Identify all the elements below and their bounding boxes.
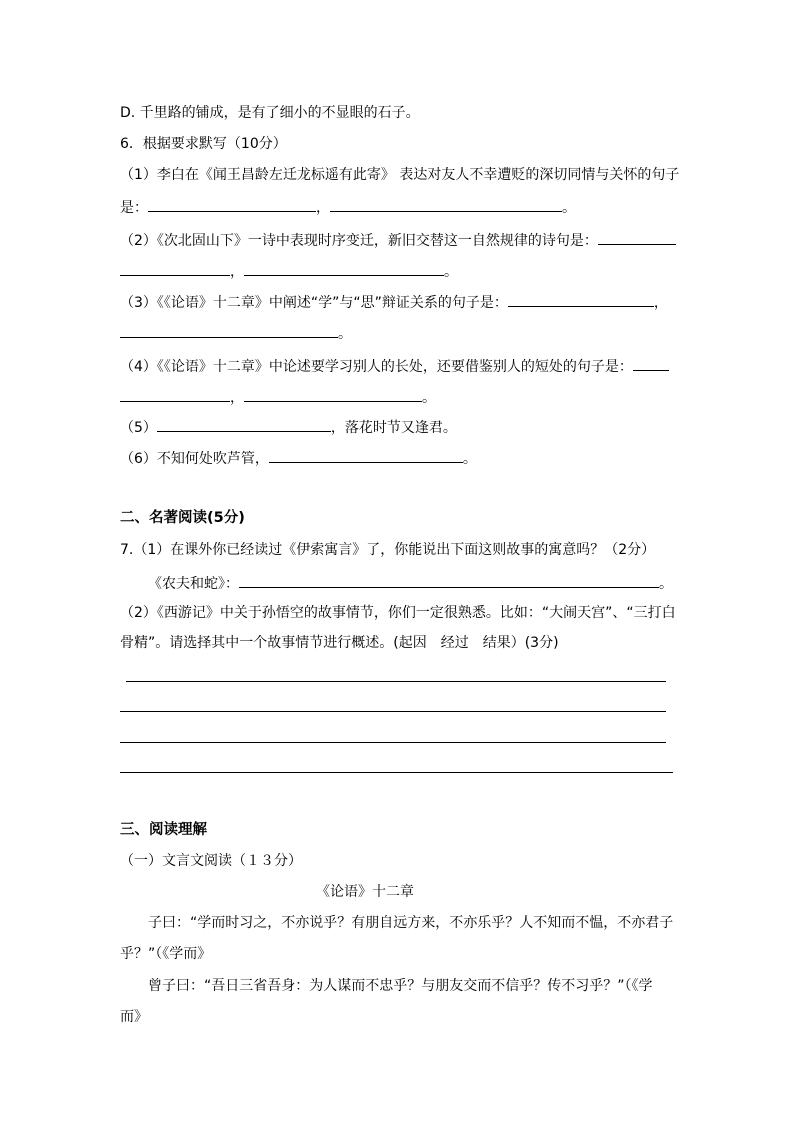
answer-blank[interactable]	[633, 355, 669, 371]
period: 。	[422, 390, 436, 406]
answer-blank[interactable]	[120, 386, 230, 402]
q6-part2-label: （2）《次北固山下》一诗中表现时序变迁，新旧交替这一自然规律的诗句是：	[120, 233, 598, 249]
q6-part6	[120, 447, 477, 469]
answer-line[interactable]	[126, 681, 666, 682]
answer-blank[interactable]	[239, 572, 659, 588]
answer-blank[interactable]	[157, 416, 331, 432]
q6-part4-line1	[120, 355, 669, 377]
q6-part5-label: （5）	[120, 420, 157, 436]
answer-line[interactable]	[120, 742, 666, 743]
answer-blank[interactable]	[508, 291, 654, 307]
passage-para1-line2: 乎？”（《学而》	[120, 946, 212, 962]
period: 。	[659, 576, 673, 592]
passage-para1-line1: 子曰：“学而时习之，不亦说乎？有朋自远方来，不亦乐乎？人不知而不愠，不亦君子	[148, 915, 674, 931]
comma: ，	[230, 390, 244, 406]
answer-blank[interactable]	[598, 229, 676, 245]
answer-blank[interactable]	[244, 386, 422, 402]
q6-part2-line1	[120, 229, 676, 251]
q6-part3-line2	[120, 322, 352, 344]
q7-item-label: 《农夫和蛇》：	[148, 576, 239, 592]
answer-blank[interactable]	[148, 196, 316, 212]
answer-blank[interactable]	[244, 260, 444, 276]
q6-part4-label: （4）《《论语》十二章》中论述要学习别人的长处，还要借鉴别人的短处的句子是：	[120, 359, 633, 375]
question-6-title: 6．根据要求默写（10分）	[120, 136, 287, 152]
answer-blank[interactable]	[269, 447, 463, 463]
option-d: D. 千里路的铺成，是有了细小的不显眼的石子。	[120, 105, 420, 121]
q6-part5	[120, 416, 457, 438]
q6-part3-line1	[120, 291, 668, 313]
passage-title: 《论语》十二章	[316, 884, 414, 900]
q6-part3-label: （3）《《论语》十二章》中阐述“学”与“思”辩证关系的句子是：	[120, 295, 508, 311]
passage-para2-line2: 而》	[120, 1009, 148, 1025]
q6-part1-label: 是：	[120, 200, 148, 216]
q6-part2-line2	[120, 260, 458, 282]
answer-blank[interactable]	[120, 322, 338, 338]
q6-part5-text: ，落花时节又逢君。	[330, 420, 457, 436]
passage-para2-line1: 曾子曰：“吾日三省吾身：为人谋而不忠乎？与朋友交而不信乎？传不习乎？”（《学	[148, 978, 653, 994]
answer-blank[interactable]	[330, 196, 562, 212]
period: 。	[562, 200, 576, 216]
comma: ，	[316, 200, 330, 216]
answer-line[interactable]	[120, 772, 673, 773]
q6-part1-line1: （1）李白在《闻王昌龄左迁龙标遥有此寄》 表达对友人不幸遭贬的深切同情与关怀的句子	[120, 167, 680, 183]
period: 。	[338, 326, 352, 342]
period: 。	[462, 451, 477, 467]
q7-part1-item	[148, 572, 673, 594]
section-2-heading: 二、名著阅读(5分)	[120, 510, 245, 526]
period: 。	[444, 264, 458, 280]
q6-part4-line2	[120, 386, 436, 408]
q6-part6-label: （6）不知何处吹芦管，	[120, 451, 269, 467]
answer-blank[interactable]	[120, 260, 230, 276]
comma: ，	[230, 264, 244, 280]
q6-part1-line2	[120, 196, 576, 218]
section-3-heading: 三、阅读理解	[120, 822, 207, 838]
q7-part2-line2: 骨精”。请选择其中一个故事情节进行概述。(起因 经过 结果）(3分)	[120, 635, 559, 651]
comma: ，	[653, 295, 668, 311]
section-3-subheading: （一）文言文阅读（１３分）	[120, 853, 302, 869]
answer-line[interactable]	[120, 711, 666, 712]
q7-part1: 7.（1）在课外你已经读过《伊索寓言》了，你能说出下面这则故事的寓意吗？（2分）	[120, 542, 656, 558]
q7-part2-line1: （2）《西游记》中关于孙悟空的故事情节，你们一定很熟悉。比如：“大闹天宫”、“三打白	[120, 605, 676, 621]
